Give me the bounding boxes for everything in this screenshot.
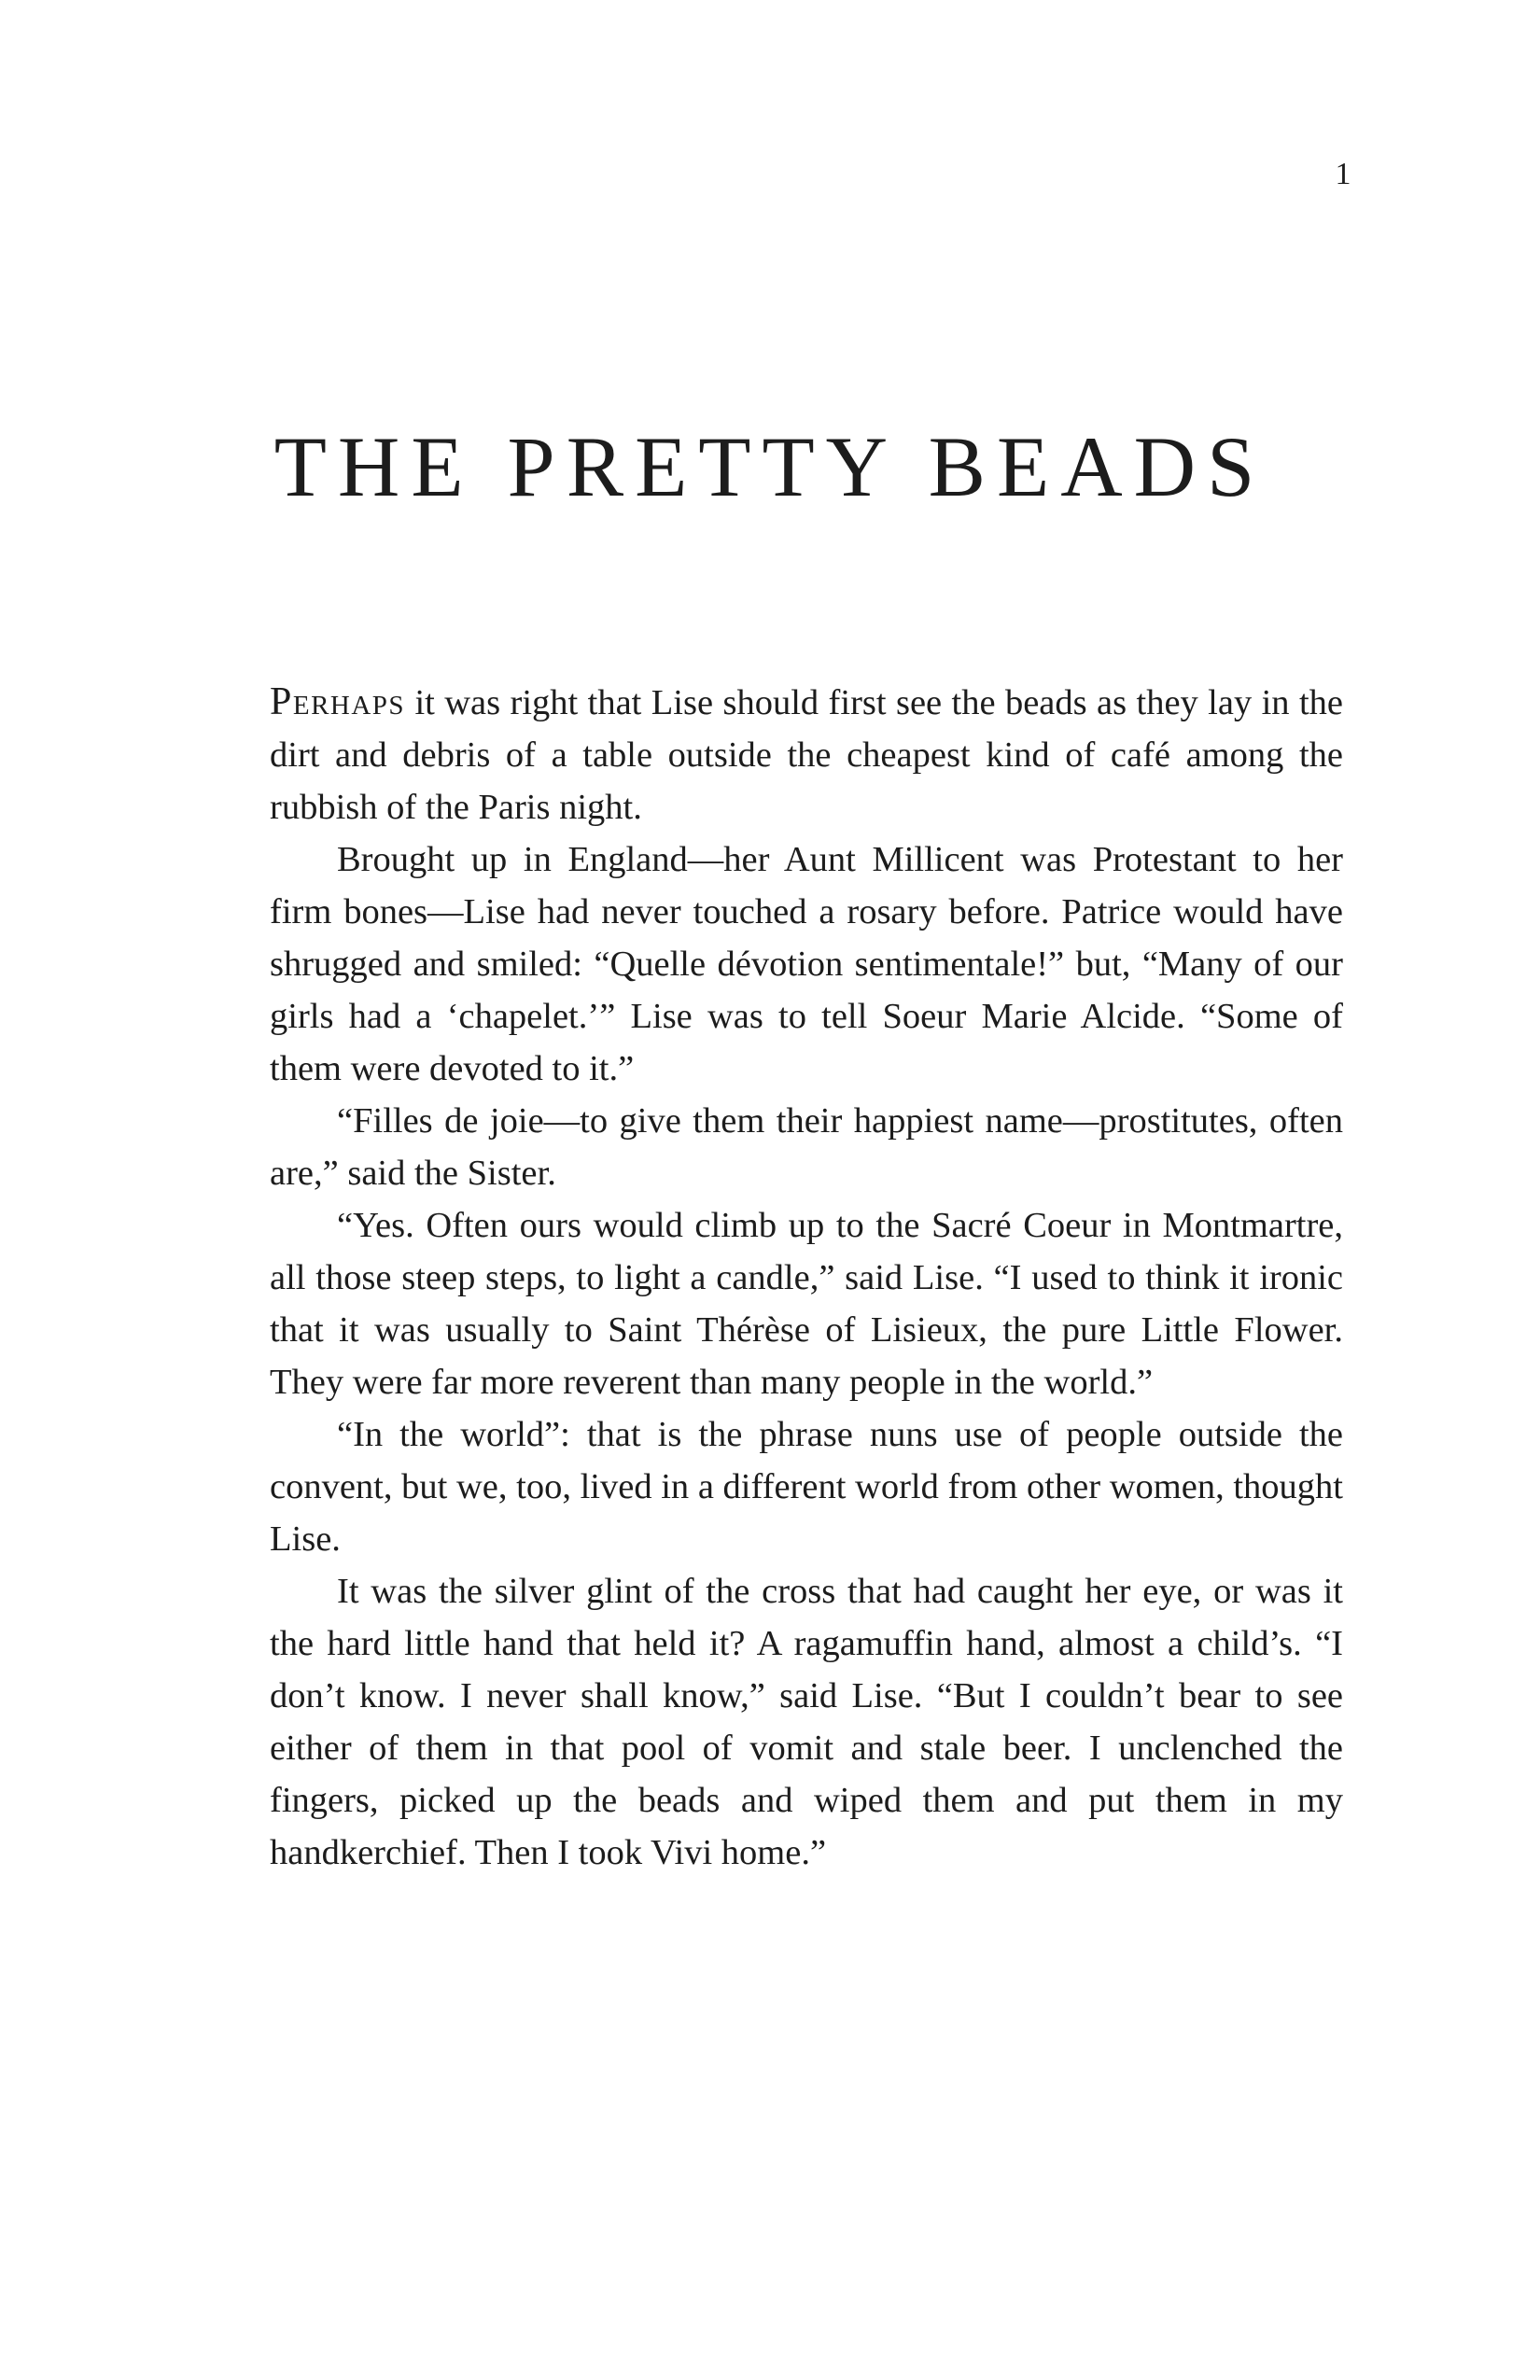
body-text — [270, 676, 1343, 1879]
page-number: 1 — [1335, 157, 1353, 191]
chapter-title: THE PRETTY BEADS — [273, 419, 1267, 514]
paragraph: “Yes. Often ours would climb up to the Sacré Coeur in Montmartre, all those steep steps, to light a candle,” said Lise. “I used to think it ironic that it was usually to Saint Thérèse of Lisieux, the pure Little Flower. They were far more reverent than many people in the world.” — [270, 1206, 1343, 1402]
paragraph — [270, 676, 1343, 833]
paragraph: Brought up in England—her Aunt Millicent was Protestant to her firm bones—Lise had never touched a rosary before. Patrice would have shrugged and smiled: “Quelle dévotion sentimentale!” but, “Many of our girls had a ‘chapelet.’” Lise was to tell Soeur Marie Alcide. “Some of them were devoted to it.” — [270, 840, 1343, 1088]
paragraph-text: it was right that Lise should first see the beads as they lay in the dirt and debris of a table outside the cheapest kind of café among the rubbish of the Paris night. — [270, 683, 1343, 827]
paragraph: “Filles de joie—to give them their happiest name—prostitutes, often are,” said the Sister. — [270, 1101, 1343, 1193]
paragraph: It was the silver glint of the cross that had caught her eye, or was it the hard little hand that held it? A ragamuffin hand, almost a child’s. “I don’t know. I never shall know,” said Lise. “But I couldn’t bear to see either of them in that pool of vomit and stale beer. I unclenched the fingers, picked up the beads and wiped them and put them in my handkerchief. Then I took Vivi home.” — [270, 1572, 1343, 1872]
paragraph: “In the world”: that is the phrase nuns use of people outside the convent, but we, too, lived in a different world from other women, thought Lise. — [270, 1415, 1343, 1559]
opening-word: Perhaps — [270, 680, 406, 723]
